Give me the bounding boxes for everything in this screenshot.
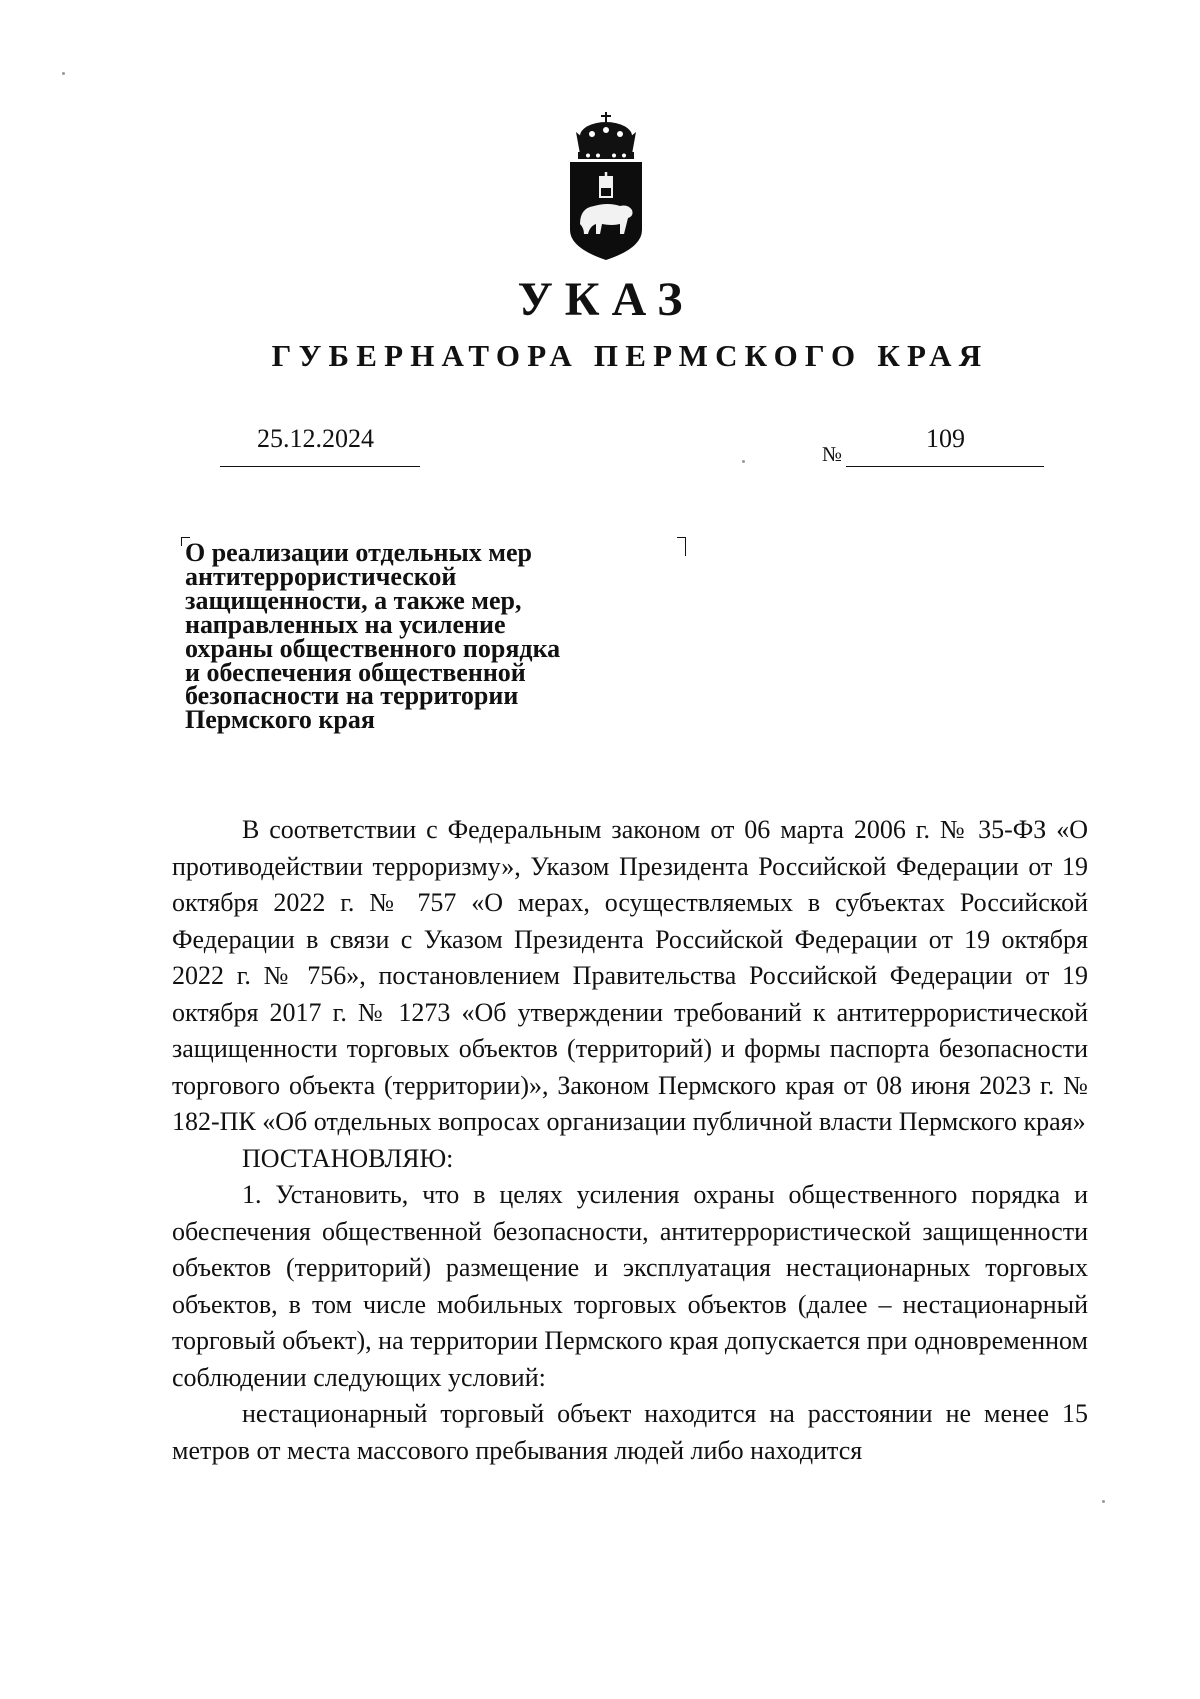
decree-number: 109 [926,424,965,453]
decree-body [172,812,1088,1469]
date-field [220,422,420,467]
item-1-paragraph: 1. Установить, что в целях усиления охраны общественного порядка и обеспечения общественной безопасности, антитеррористической защищенности объектов (территорий) размещение и эксплуатация нестационарных торговых объектов, в том числе мобильных торговых объектов (далее – нестационарный торговый объект), на территории Пермского края допускается при одновременном соблюдении следующих условий: [172,1180,1088,1392]
decree-word: ПОСТАНОВЛЯЮ: [242,1143,454,1173]
subject-line: защищенности, а также мер, [185,585,522,615]
subject-line: Пермского края [185,705,375,735]
document-subtitle: ГУБЕРНАТОРА ПЕРМСКОГО КРАЯ [271,338,989,373]
scan-speck [742,460,745,463]
coat-of-arms-emblem [566,112,646,262]
subject-line: и обеспечения общественной [185,657,526,687]
decree-date: 25.12.2024 [257,424,374,453]
subject-corner-mark-right [677,537,686,556]
subject-line: О реализации отдельных мер [185,538,533,567]
decree-subject [185,538,655,735]
document-title: УКАЗ [517,273,695,326]
scan-speck [1102,1500,1105,1503]
subject-line: безопасности на территории [185,681,519,711]
subject-line: направленных на усиление [185,609,506,639]
number-field [846,422,1044,467]
subject-line: охраны общественного порядка [185,633,561,663]
subject-line: антитеррористической [185,561,457,591]
scan-speck [62,72,65,75]
crown-icon [576,112,636,159]
condition-paragraph: нестационарный торговый объект находится на расстоянии не менее 15 метров от места массового пребывания людей либо находится [172,1399,1088,1465]
preamble-paragraph: В соответствии с Федеральным законом от 06 марта 2006 г. № 35-ФЗ «О противодействии терроризму», Указом Президента Российской Федерации от 19 октября 2022 г. № 757 «О мерах, осуществляемых в субъектах Российской Федерации в связи с Указом Президента Российской Федерации от 19 октября 2022 г. № 756», постановлением Правительства Российской Федерации от 19 октября 2017 г. № 1273 «Об утверждении требований к антитеррористической защищенности торговых объектов (территорий) и формы паспорта безопасности торгового объекта (территории)», Законом Пермского края от 08 июня 2023 г. № 182-ПК «Об отдельных вопросах организации публичной власти Пермского края» [172,815,1088,1136]
number-label: № [822,442,843,466]
shield-icon [570,162,642,260]
